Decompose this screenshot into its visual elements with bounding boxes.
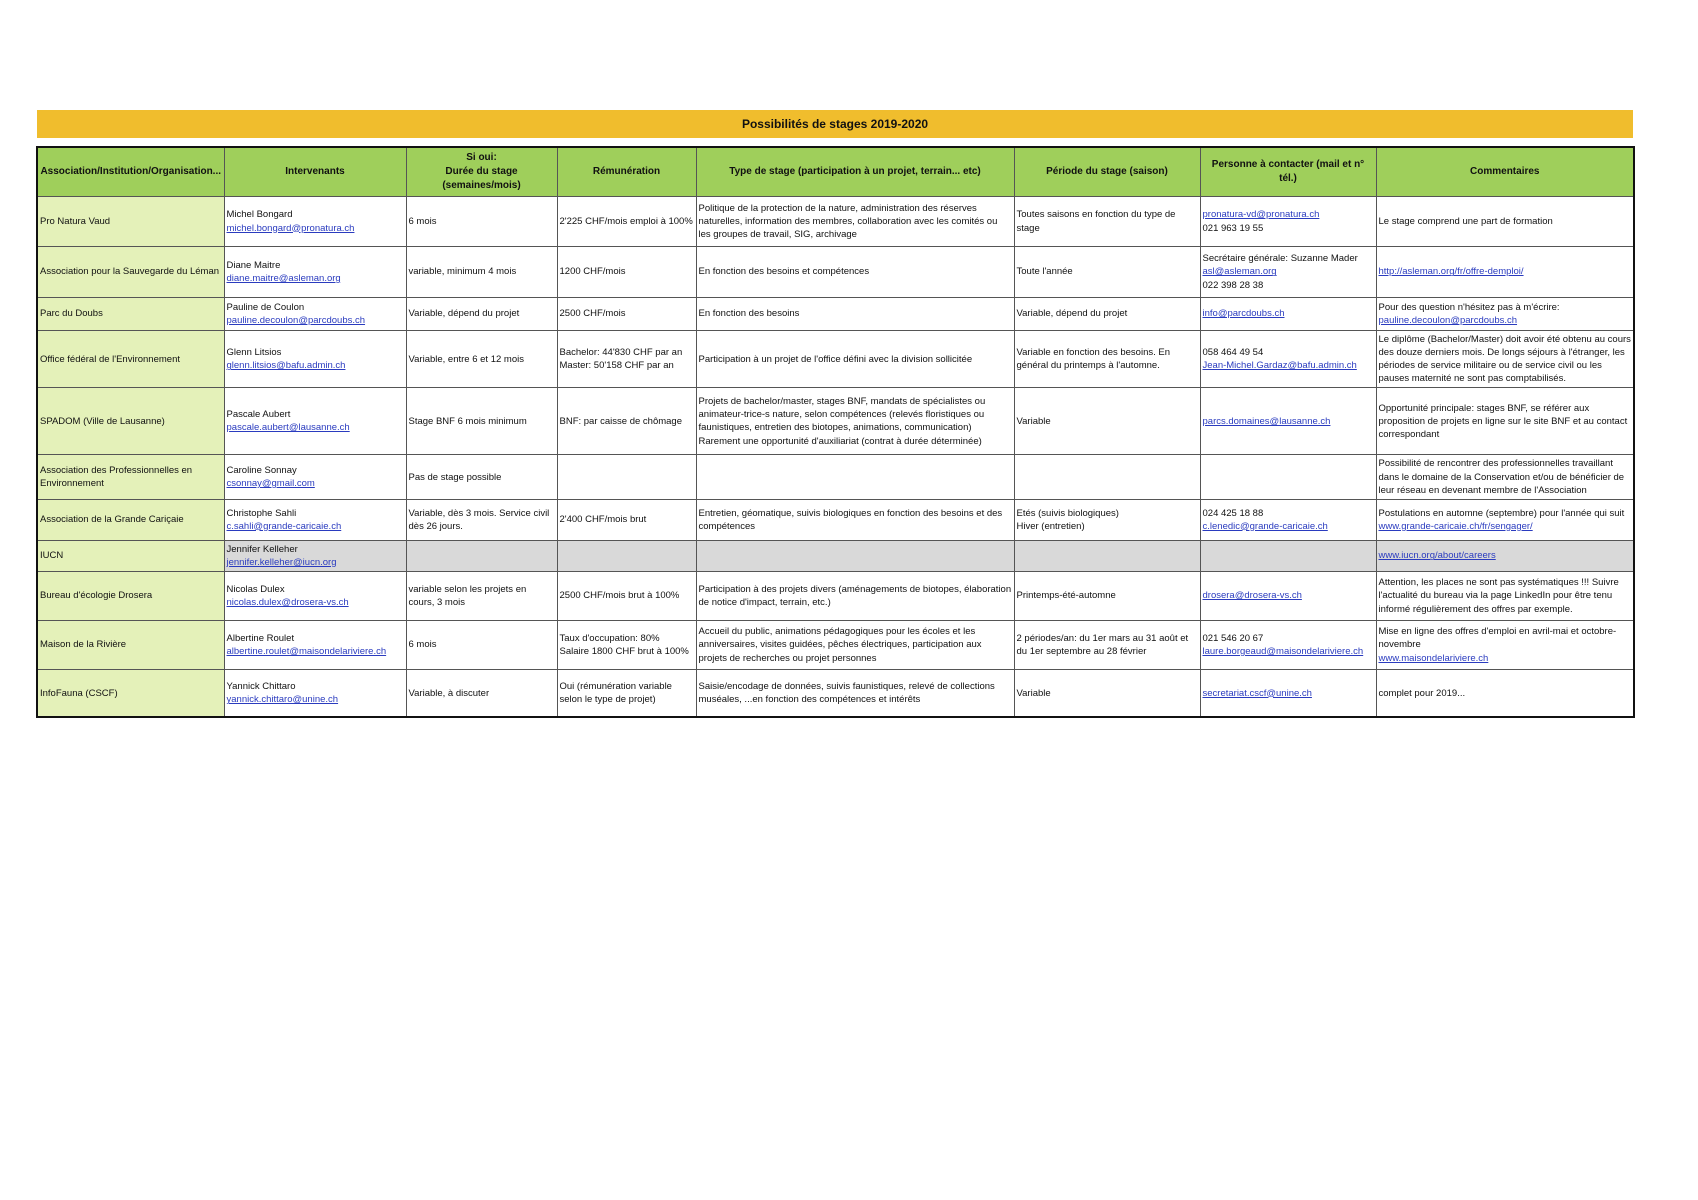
header-row <box>37 147 1634 197</box>
cell-organisation: Pro Natura Vaud <box>37 197 224 247</box>
table-row <box>37 540 1634 571</box>
contact-text: 058 464 49 54 <box>1202 347 1264 359</box>
cell-type: Politique de la protection de la nature, administration des réserves naturelles, information des membres, collaboration avec les comités ou les groupes de travail, SIG, archivage <box>696 197 1014 247</box>
cell-contact <box>1200 197 1376 247</box>
cell-type: Saisie/encodage de données, suivis faunistiques, relevé de collections muséales, ...en fonction des compétences et intérêts <box>696 669 1014 717</box>
cell-contact <box>1200 298 1376 331</box>
contact-text: 021 546 20 67 <box>1202 632 1264 644</box>
table-row <box>37 455 1634 499</box>
cell-intervenant <box>224 620 406 669</box>
cell-comment <box>1376 197 1634 247</box>
table-row <box>37 669 1634 717</box>
internship-table <box>36 146 1635 718</box>
cell-organisation: Maison de la Rivière <box>37 620 224 669</box>
cell-type <box>696 540 1014 571</box>
contact-email-link[interactable]: Jean-Michel.Gardaz@bafu.admin.ch <box>1202 360 1357 372</box>
cell-period: 2 périodes/an: du 1er mars au 31 août et du 1er septembre au 28 février <box>1014 620 1200 669</box>
table-row <box>37 331 1634 388</box>
intervenant-name: Nicolas Dulex <box>226 583 285 595</box>
comment-link[interactable]: pauline.decoulon@parcdoubs.ch <box>1378 315 1518 326</box>
intervenant-email-link[interactable]: pauline.decoulon@parcdoubs.ch <box>226 315 366 326</box>
intervenant-name: Albertine Roulet <box>226 632 295 644</box>
cell-type: En fonction des besoins <box>696 298 1014 331</box>
comment-text: Le stage comprend une part de formation <box>1378 215 1553 227</box>
cell-comment <box>1376 571 1634 620</box>
table-row <box>37 197 1634 247</box>
cell-duration: variable selon les projets en cours, 3 mois <box>406 571 557 620</box>
cell-duration: Variable, dès 3 mois. Service civil dès 26 jours. <box>406 499 557 540</box>
comment-link[interactable]: www.iucn.org/about/careers <box>1378 550 1496 562</box>
cell-duration: Variable, dépend du projet <box>406 298 557 331</box>
cell-remuneration: Oui (rémunération variable selon le type de projet) <box>557 669 696 717</box>
cell-intervenant <box>224 571 406 620</box>
cell-remuneration <box>557 540 696 571</box>
comment-text: Postulations en automne (septembre) pour l'année qui suit <box>1378 507 1625 519</box>
cell-contact <box>1200 540 1376 571</box>
cell-type: En fonction des besoins et compétences <box>696 247 1014 298</box>
cell-type: Entretien, géomatique, suivis biologiques en fonction des besoins et des compétences <box>696 499 1014 540</box>
cell-intervenant <box>224 455 406 499</box>
contact-email-link[interactable]: info@parcdoubs.ch <box>1202 308 1285 320</box>
cell-remuneration: 2'225 CHF/mois emploi à 100% <box>557 197 696 247</box>
table-row <box>37 388 1634 455</box>
header-period: Période du stage (saison) <box>1014 147 1200 197</box>
comment-text: Pour des question n'hésitez pas à m'écrire: <box>1378 301 1560 313</box>
comment-link[interactable]: www.maisondelariviere.ch <box>1378 652 1489 664</box>
cell-remuneration: 2500 CHF/mois <box>557 298 696 331</box>
cell-organisation: IUCN <box>37 540 224 571</box>
contact-email-link[interactable]: secretariat.cscf@unine.ch <box>1202 687 1312 699</box>
cell-duration: Variable, à discuter <box>406 669 557 717</box>
cell-remuneration <box>557 455 696 499</box>
contact-text: Secrétaire générale: Suzanne Mader <box>1202 253 1358 265</box>
cell-period: Variable en fonction des besoins. En général du printemps à l'automne. <box>1014 331 1200 388</box>
contact-email-link[interactable]: pronatura-vd@pronatura.ch <box>1202 209 1320 221</box>
header-intervenants: Intervenants <box>224 147 406 197</box>
intervenant-name: Michel Bongard <box>226 209 293 221</box>
cell-intervenant <box>224 197 406 247</box>
contact-email-link[interactable]: laure.borgeaud@maisondelariviere.ch <box>1202 645 1364 657</box>
table-row <box>37 571 1634 620</box>
header-remuneration: Rémunération <box>557 147 696 197</box>
table-row <box>37 499 1634 540</box>
cell-comment <box>1376 455 1634 499</box>
cell-comment <box>1376 331 1634 388</box>
intervenant-email-link[interactable]: albertine.roulet@maisondelariviere.ch <box>226 645 387 657</box>
cell-type: Participation à des projets divers (aménagements de biotopes, élaboration de notice d'impact, terrain, etc.) <box>696 571 1014 620</box>
table-row <box>37 620 1634 669</box>
contact-email-link[interactable]: drosera@drosera-vs.ch <box>1202 590 1302 602</box>
header-type: Type de stage (participation à un projet, terrain... etc) <box>696 147 1014 197</box>
comment-link[interactable]: http://asleman.org/fr/offre-demploi/ <box>1378 266 1524 278</box>
cell-comment <box>1376 388 1634 455</box>
contact-phone: 022 398 28 38 <box>1202 279 1264 291</box>
comment-text: complet pour 2019... <box>1378 687 1466 699</box>
cell-contact <box>1200 388 1376 455</box>
cell-organisation: Office fédéral de l'Environnement <box>37 331 224 388</box>
cell-contact <box>1200 620 1376 669</box>
cell-period: Toutes saisons en fonction du type de stage <box>1014 197 1200 247</box>
intervenant-name: Pascale Aubert <box>226 409 291 421</box>
cell-organisation: Association pour la Sauvegarde du Léman <box>37 247 224 298</box>
contact-email-link[interactable]: asl@asleman.org <box>1202 266 1277 278</box>
intervenant-name: Yannick Chittaro <box>226 681 296 693</box>
cell-intervenant <box>224 499 406 540</box>
cell-comment <box>1376 620 1634 669</box>
intervenant-name: Glenn Litsios <box>226 347 282 359</box>
intervenant-email-link[interactable]: pascale.aubert@lausanne.ch <box>226 422 350 434</box>
contact-text: 024 425 18 88 <box>1202 507 1264 519</box>
cell-contact <box>1200 499 1376 540</box>
cell-comment <box>1376 247 1634 298</box>
intervenant-name: Pauline de Coulon <box>226 301 305 313</box>
cell-period <box>1014 540 1200 571</box>
cell-contact <box>1200 571 1376 620</box>
cell-organisation: Parc du Doubs <box>37 298 224 331</box>
intervenant-email-link[interactable]: michel.bongard@pronatura.ch <box>226 222 355 234</box>
cell-comment <box>1376 499 1634 540</box>
comment-text: Opportunité principale: stages BNF, se référer aux proposition de projets en ligne sur le site BNF et au contact correspondant <box>1378 402 1628 440</box>
cell-duration: Stage BNF 6 mois minimum <box>406 388 557 455</box>
intervenant-name: Caroline Sonnay <box>226 464 297 476</box>
cell-organisation: Association de la Grande Cariçaie <box>37 499 224 540</box>
cell-type: Accueil du public, animations pédagogiques pour les écoles et les anniversaires, visites guidées, pêches électriques, participation aux projets de recherches ou projet personnes <box>696 620 1014 669</box>
cell-contact <box>1200 669 1376 717</box>
contact-email-link[interactable]: parcs.domaines@lausanne.ch <box>1202 415 1331 427</box>
cell-duration <box>406 540 557 571</box>
intervenant-email-link[interactable]: jennifer.kelleher@iucn.org <box>226 556 337 568</box>
page-title: Possibilités de stages 2019-2020 <box>37 110 1633 138</box>
comment-text: Le diplôme (Bachelor/Master) doit avoir été obtenu au cours des douze derniers mois. De longs séjours à l'étranger, les périodes de service militaire ou de service civil ou les pauses maternité ne sont pas comptabilisés. <box>1378 334 1631 385</box>
cell-organisation: Bureau d'écologie Drosera <box>37 571 224 620</box>
cell-remuneration: 2'400 CHF/mois brut <box>557 499 696 540</box>
cell-period: Variable <box>1014 388 1200 455</box>
cell-remuneration: 1200 CHF/mois <box>557 247 696 298</box>
contact-phone: 021 963 19 55 <box>1202 222 1264 234</box>
table-row <box>37 247 1634 298</box>
header-duration: Si oui: Durée du stage (semaines/mois) <box>406 147 557 197</box>
cell-type: Participation à un projet de l'office défini avec la division sollicitée <box>696 331 1014 388</box>
cell-type <box>696 455 1014 499</box>
intervenant-email-link[interactable]: diane.maitre@asleman.org <box>226 273 341 284</box>
cell-remuneration: BNF: par caisse de chômage <box>557 388 696 455</box>
cell-comment <box>1376 669 1634 717</box>
cell-period: Toute l'année <box>1014 247 1200 298</box>
cell-comment <box>1376 298 1634 331</box>
cell-period: Variable, dépend du projet <box>1014 298 1200 331</box>
cell-duration: 6 mois <box>406 620 557 669</box>
cell-organisation: Association des Professionnelles en Environnement <box>37 455 224 499</box>
intervenant-name: Jennifer Kelleher <box>226 543 298 555</box>
cell-duration: variable, minimum 4 mois <box>406 247 557 298</box>
cell-duration: 6 mois <box>406 197 557 247</box>
cell-contact <box>1200 331 1376 388</box>
comment-text: Possibilité de rencontrer des professionnelles travaillant dans le domaine de la Conservation et/ou de bénéficier de leur réseau en devenant membre de l'Association <box>1378 458 1625 496</box>
cell-period: Variable <box>1014 669 1200 717</box>
cell-intervenant <box>224 388 406 455</box>
intervenant-email-link[interactable]: csonnay@gmail.com <box>226 478 315 490</box>
cell-period <box>1014 455 1200 499</box>
cell-type: Projets de bachelor/master, stages BNF, mandats de spécialistes ou animateur-trice-s nature, selon compétences (relevés floristiques ou faunistiques, entretien des biotopes, animations, communication) Rarement une opportunité d'auxiliariat (contrat à durée déterminée) <box>696 388 1014 455</box>
cell-intervenant <box>224 331 406 388</box>
cell-intervenant <box>224 247 406 298</box>
cell-remuneration: 2500 CHF/mois brut à 100% <box>557 571 696 620</box>
cell-organisation: InfoFauna (CSCF) <box>37 669 224 717</box>
cell-duration: Pas de stage possible <box>406 455 557 499</box>
cell-period: Printemps-été-automne <box>1014 571 1200 620</box>
cell-contact <box>1200 247 1376 298</box>
comment-text: Attention, les places ne sont pas systématiques !!! Suivre l'actualité du bureau via la page LinkedIn pour être tenu informé régulièrement des offres par exemple. <box>1378 577 1619 615</box>
header-contact: Personne à contacter (mail et n° tél.) <box>1200 147 1376 197</box>
cell-intervenant <box>224 669 406 717</box>
intervenant-email-link[interactable]: nicolas.dulex@drosera-vs.ch <box>226 596 349 608</box>
cell-organisation: SPADOM (Ville de Lausanne) <box>37 388 224 455</box>
table-row <box>37 298 1634 331</box>
cell-comment <box>1376 540 1634 571</box>
cell-intervenant <box>224 298 406 331</box>
intervenant-name: Diane Maitre <box>226 259 281 271</box>
cell-contact <box>1200 455 1376 499</box>
intervenant-email-link[interactable]: yannick.chittaro@unine.ch <box>226 694 339 706</box>
cell-intervenant <box>224 540 406 571</box>
cell-remuneration: Bachelor: 44'830 CHF par an Master: 50'158 CHF par an <box>557 331 696 388</box>
cell-remuneration: Taux d'occupation: 80% Salaire 1800 CHF brut à 100% <box>557 620 696 669</box>
intervenant-name: Christophe Sahli <box>226 507 297 519</box>
cell-duration: Variable, entre 6 et 12 mois <box>406 331 557 388</box>
intervenant-email-link[interactable]: glenn.litsios@bafu.admin.ch <box>226 360 346 372</box>
contact-email-link[interactable]: c.lenedic@grande-caricaie.ch <box>1202 520 1328 532</box>
header-comments: Commentaires <box>1376 147 1634 197</box>
cell-period: Etés (suivis biologiques) Hiver (entretien) <box>1014 499 1200 540</box>
intervenant-email-link[interactable]: c.sahli@grande-caricaie.ch <box>226 520 342 532</box>
comment-link[interactable]: www.grande-caricaie.ch/fr/sengager/ <box>1378 520 1533 532</box>
comment-text: Mise en ligne des offres d'emploi en avril-mai et octobre-novembre <box>1378 626 1617 651</box>
header-organisation: Association/Institution/Organisation... <box>37 147 224 197</box>
